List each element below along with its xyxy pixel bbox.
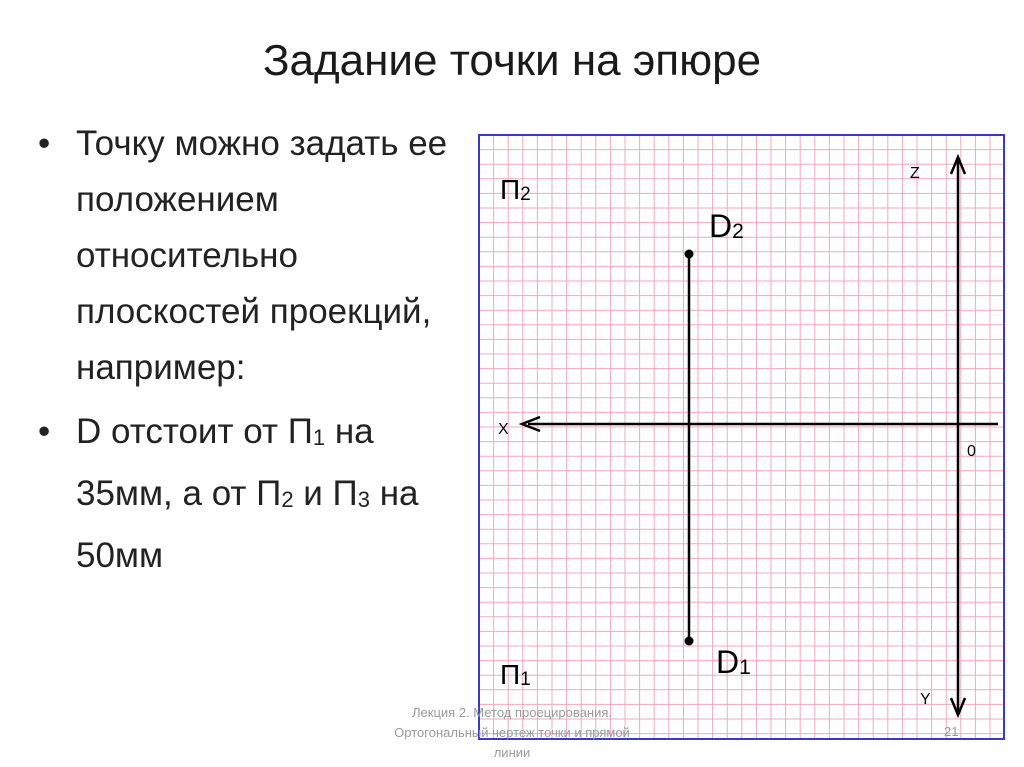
bullet-list (36, 116, 456, 584)
point-d1-label: D1 (716, 644, 751, 680)
point-d2-marker (685, 250, 694, 259)
bullet-text-2: D отстоит от $П_1$ на 35мм, а от $П_2$ и $П_3$ на 50мм (76, 412, 419, 575)
footer-line-3: линии (493, 745, 531, 760)
axis-z-label: Z (910, 165, 920, 182)
y-axis-arrow-icon (951, 698, 965, 715)
axis-x-label: X (498, 421, 509, 438)
grid-paper (479, 135, 1004, 739)
bullet-dot-icon: • (38, 124, 51, 163)
page-number: 21 (944, 724, 959, 739)
bullet-item-2 (36, 404, 456, 584)
footer-line-2: Ортогональный чертеж точки и прямой (394, 725, 630, 740)
plane-p1-label: П1 (500, 659, 531, 690)
point-d2-label: D2 (709, 208, 744, 244)
axis-y-label: Y (920, 691, 931, 708)
grid-frame (479, 135, 1004, 739)
z-axis-arrow-icon (951, 157, 965, 174)
plane-p2-label: П2 (500, 174, 531, 205)
origin-label: 0 (967, 443, 976, 460)
bullet-text-1: Точку можно задать ее положением относительно плоскостей проекций, например: (76, 124, 448, 387)
x-axis-arrow-icon (522, 417, 540, 431)
slide-title: Задание точки на эпюре (262, 36, 762, 85)
bullet-item-1 (36, 116, 456, 396)
slide-footer (362, 703, 662, 763)
footer-line-1: Лекция 2. Метод проецирования. (412, 705, 612, 720)
bullet-dot-icon: • (38, 412, 51, 451)
point-d1-marker (685, 637, 694, 646)
